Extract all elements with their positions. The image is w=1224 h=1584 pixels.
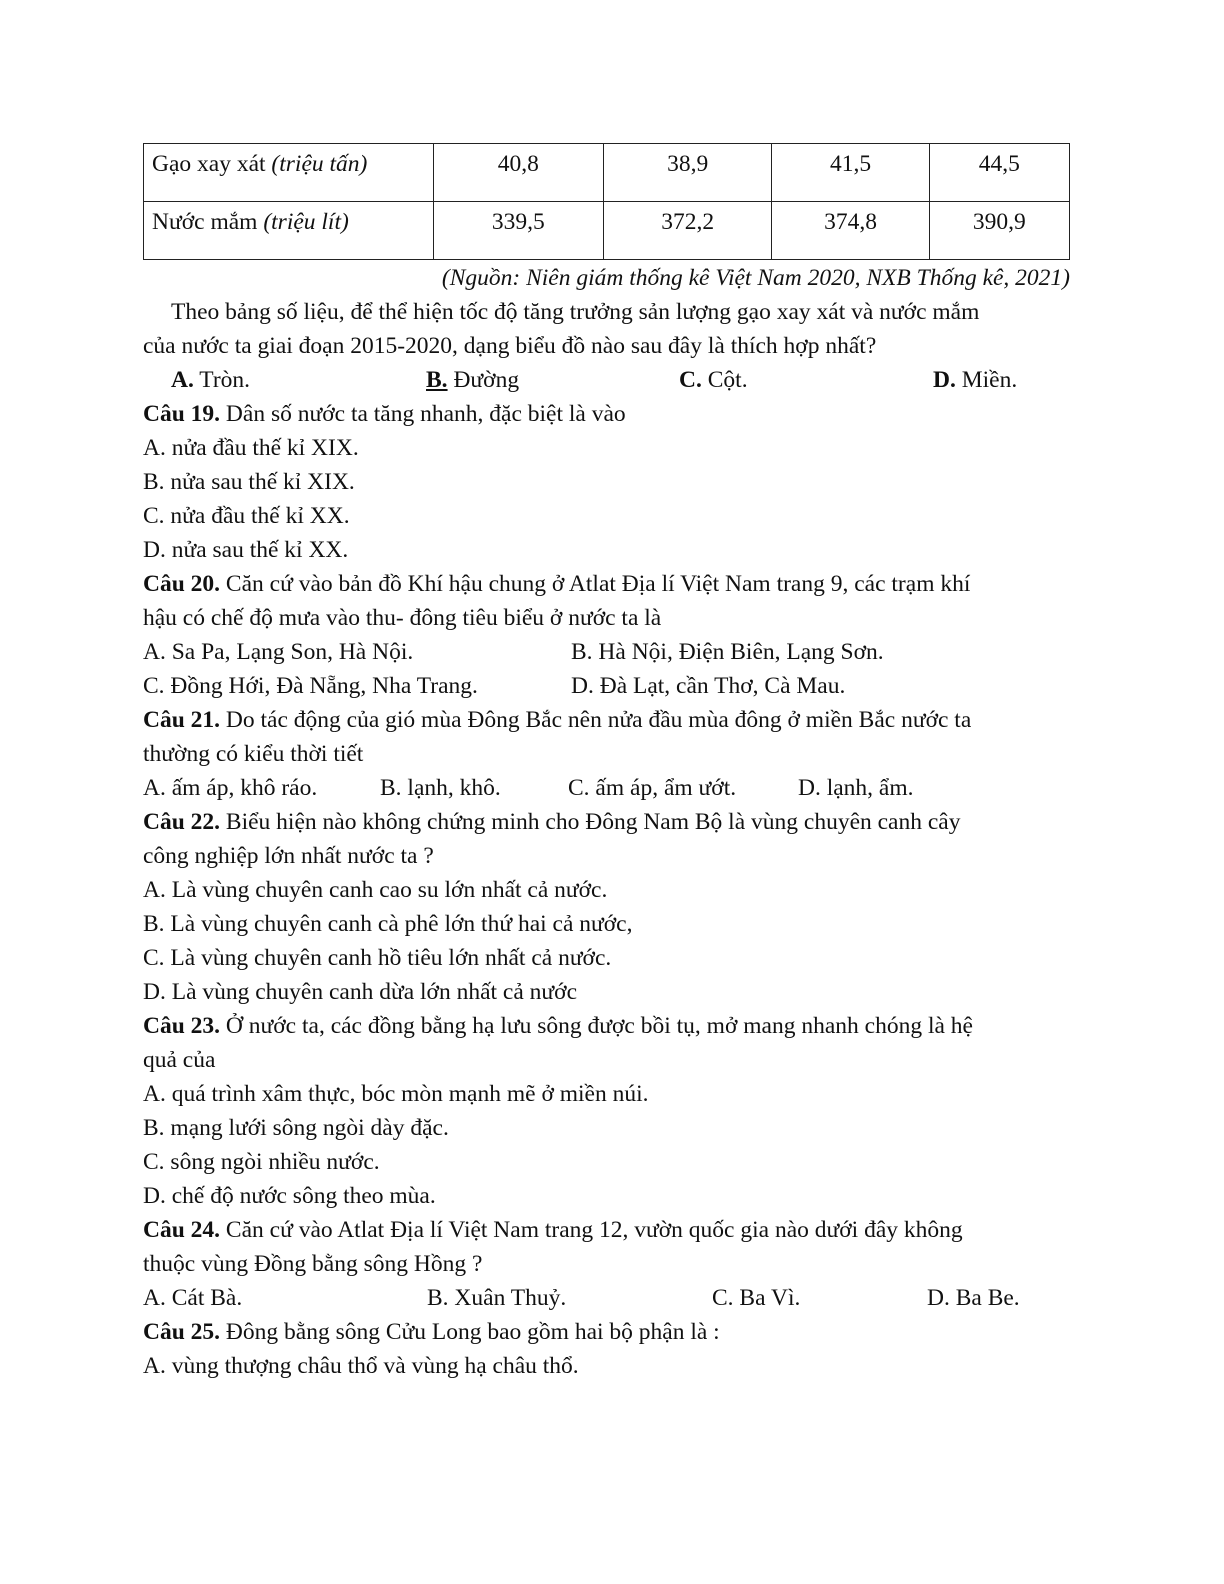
- option-letter: B.: [426, 367, 448, 393]
- q25-stem: [143, 1315, 1070, 1349]
- question-text: Căn cứ vào bản đồ Khí hậu chung ở Atlat Địa lí Việt Nam trang 9, các trạm khí: [220, 571, 971, 597]
- q22-option-b: B. Là vùng chuyên canh cà phê lớn thứ hai cả nước,: [143, 911, 633, 937]
- q23-stem-line1: [143, 1009, 1070, 1043]
- q25-option-a: A. vùng thượng châu thổ và vùng hạ châu thổ.: [143, 1353, 579, 1379]
- q21-stem-line1: [143, 703, 1070, 737]
- table-row: [144, 144, 1070, 202]
- table-cell: 390,9: [929, 202, 1069, 260]
- question-number: Câu 23.: [143, 1013, 221, 1039]
- production-table: [143, 143, 1070, 260]
- table-cell: 44,5: [929, 144, 1069, 202]
- q19-option-b: B. nửa sau thế kỉ XIX.: [143, 469, 355, 495]
- question-number: Câu 20.: [143, 571, 221, 597]
- q18-options: [143, 363, 1070, 397]
- q24-option-b: B. Xuân Thuỷ.: [427, 1285, 567, 1311]
- q21-option-a: A. ấm áp, khô ráo.: [143, 775, 318, 801]
- option-text: Cột.: [701, 367, 748, 393]
- table-cell: 372,2: [603, 202, 771, 260]
- question-text: Ở nước ta, các đồng bằng hạ lưu sông được bồi tụ, mở mang nhanh chóng là hệ: [220, 1013, 973, 1039]
- row-unit: (triệu tấn): [271, 151, 368, 177]
- q20-stem-line2: hậu có chế độ mưa vào thu- đông tiêu biểu ở nước ta là: [143, 605, 662, 631]
- q21-option-c: C. ấm áp, ẩm ướt.: [568, 775, 737, 801]
- q23-stem-line2: quả của: [143, 1047, 216, 1073]
- table-cell: 374,8: [772, 202, 929, 260]
- question-text: Dân số nước ta tăng nhanh, đặc biệt là vào: [220, 401, 626, 427]
- question-number: Câu 19.: [143, 401, 221, 427]
- question-text: Do tác động của gió mùa Đông Bắc nên nửa đầu mùa đông ở miền Bắc nước ta: [220, 707, 972, 733]
- q24-option-a: A. Cát Bà.: [143, 1285, 243, 1311]
- q20-option-d: D. Đà Lạt, cần Thơ, Cà Mau.: [571, 673, 846, 699]
- q18-stem-line2: của nước ta giai đoạn 2015-2020, dạng biểu đồ nào sau đây là thích hợp nhất?: [143, 333, 877, 359]
- row-label-text: Nước mắm: [152, 209, 264, 235]
- table-source: (Nguồn: Niên giám thống kê Việt Nam 2020, NXB Thống kê, 2021): [441, 265, 1070, 291]
- q24-stem-line1: [143, 1213, 1070, 1247]
- q18-option-b: [426, 363, 679, 397]
- q18-option-c: [679, 363, 933, 397]
- question-number: Câu 22.: [143, 809, 221, 835]
- page-content: [143, 143, 1070, 1383]
- table-cell: 339,5: [433, 202, 603, 260]
- option-text: Đường: [447, 367, 520, 393]
- q19-option-a: A. nửa đầu thế kỉ XIX.: [143, 435, 359, 461]
- q20-option-c: C. Đồng Hới, Đà Nẵng, Nha Trang.: [143, 673, 478, 699]
- question-number: Câu 21.: [143, 707, 221, 733]
- row-label: [144, 202, 434, 260]
- q18-option-a: [171, 363, 426, 397]
- row-label: [144, 144, 434, 202]
- q18-option-d: [933, 363, 1017, 397]
- q21-options: [143, 771, 1070, 805]
- table-cell: 41,5: [772, 144, 929, 202]
- option-text: Miền.: [955, 367, 1018, 393]
- q19-option-c: C. nửa đầu thế kỉ XX.: [143, 503, 350, 529]
- q24-options: [143, 1281, 1070, 1315]
- q22-option-a: A. Là vùng chuyên canh cao su lớn nhất cả nước.: [143, 877, 608, 903]
- q20-options-row1: [143, 635, 1070, 669]
- table-row: [144, 202, 1070, 260]
- q18-stem-line1: Theo bảng số liệu, để thể hiện tốc độ tăng trưởng sản lượng gạo xay xát và nước mắm: [171, 299, 980, 325]
- question-text: Đông bằng sông Cửu Long bao gồm hai bộ phận là :: [220, 1319, 720, 1345]
- q19-stem: [143, 397, 1070, 431]
- question-number: Câu 24.: [143, 1217, 221, 1243]
- question-text: Biểu hiện nào không chứng minh cho Đông Nam Bộ là vùng chuyên canh cây: [220, 809, 961, 835]
- q20-stem-line1: [143, 567, 1070, 601]
- row-label-text: Gạo xay xát: [152, 151, 272, 177]
- question-number: Câu 25.: [143, 1319, 221, 1345]
- q24-option-d: D. Ba Be.: [927, 1285, 1020, 1311]
- option-letter: C.: [679, 367, 702, 393]
- q21-option-b: B. lạnh, khô.: [380, 775, 501, 801]
- q23-option-a: A. quá trình xâm thực, bóc mòn mạnh mẽ ở miền núi.: [143, 1081, 649, 1107]
- q22-stem-line1: [143, 805, 1070, 839]
- q23-option-d: D. chế độ nước sông theo mùa.: [143, 1183, 436, 1209]
- option-text: Tròn.: [193, 367, 251, 393]
- q20-options-row2: [143, 669, 1070, 703]
- option-letter: A.: [171, 367, 194, 393]
- q24-option-c: C. Ba Vì.: [712, 1285, 801, 1311]
- q22-option-d: D. Là vùng chuyên canh dừa lớn nhất cả nước: [143, 979, 578, 1005]
- q20-option-a: A. Sa Pa, Lạng Son, Hà Nội.: [143, 639, 414, 665]
- option-letter: D.: [933, 367, 956, 393]
- q24-stem-line2: thuộc vùng Đồng bằng sông Hồng ?: [143, 1251, 483, 1277]
- q19-option-d: D. nửa sau thế kỉ XX.: [143, 537, 349, 563]
- q23-option-b: B. mạng lưới sông ngòi dày đặc.: [143, 1115, 449, 1141]
- q21-option-d: D. lạnh, ẩm.: [798, 775, 914, 801]
- q20-option-b: B. Hà Nội, Điện Biên, Lạng Sơn.: [571, 639, 884, 665]
- table-cell: 38,9: [603, 144, 771, 202]
- question-text: Căn cứ vào Atlat Địa lí Việt Nam trang 12, vườn quốc gia nào dưới đây không: [220, 1217, 963, 1243]
- table-cell: 40,8: [433, 144, 603, 202]
- q23-option-c: C. sông ngòi nhiều nước.: [143, 1149, 380, 1175]
- q22-option-c: C. Là vùng chuyên canh hồ tiêu lớn nhất cả nước.: [143, 945, 612, 971]
- q22-stem-line2: công nghiệp lớn nhất nước ta ?: [143, 843, 434, 869]
- q21-stem-line2: thường có kiểu thời tiết: [143, 741, 364, 767]
- row-unit: (triệu lít): [263, 209, 349, 235]
